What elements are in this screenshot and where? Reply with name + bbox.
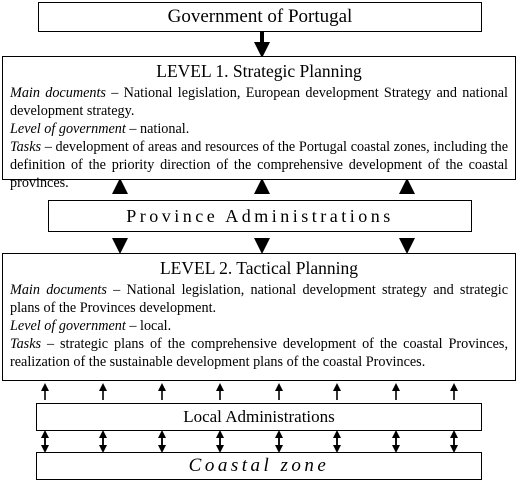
- level2-gov-label: Level of government: [10, 318, 126, 334]
- level2-docs-label: Main documents: [10, 282, 107, 298]
- coastal-box: [36, 452, 482, 480]
- level1-gov-text: – national.: [125, 121, 190, 137]
- local-label: Local Administrations: [183, 407, 335, 426]
- level2-docs: [10, 281, 508, 317]
- coastal-label: Coastal zone: [188, 455, 330, 476]
- level2-box: [2, 253, 516, 381]
- level2-gov-text: – local.: [125, 318, 172, 334]
- level1-docs-text: – National legislation, European development Strategy and national development strategy.: [10, 85, 508, 119]
- government-label: Government of Portugal: [167, 6, 353, 27]
- level1-gov-label: Level of government: [10, 121, 126, 137]
- level1-docs-label: Main documents: [10, 85, 106, 101]
- level1-gov: [10, 120, 508, 138]
- level1-title: LEVEL 1. Strategic Planning: [156, 61, 362, 81]
- level2-tasks-text: – strategic plans of the comprehensive development of the coastal Provinces, realization of the sustainable development plans of the coastal Provinces.: [10, 336, 508, 370]
- level1-docs: [10, 84, 508, 120]
- level2-tasks-label: Tasks: [10, 336, 42, 352]
- level1-tasks-label: Tasks: [10, 139, 42, 155]
- local-box: [36, 403, 482, 431]
- level2-docs-text: – National legislation, national development strategy and strategic plans of the Provinces development.: [10, 282, 508, 316]
- level2-title: LEVEL 2. Tactical Planning: [159, 258, 359, 278]
- province-box: [48, 200, 472, 232]
- level1-tasks: [10, 138, 508, 192]
- level1-tasks-text: – development of areas and resources of the Portugal coastal zones, including the definition of the priority direction of the comprehensive development of the coastal provinces.: [10, 139, 508, 191]
- level2-gov: [10, 317, 508, 335]
- government-box: [38, 2, 482, 32]
- province-label: Province Administrations: [126, 205, 394, 226]
- level1-box: [2, 56, 516, 191]
- level2-tasks: [10, 335, 508, 371]
